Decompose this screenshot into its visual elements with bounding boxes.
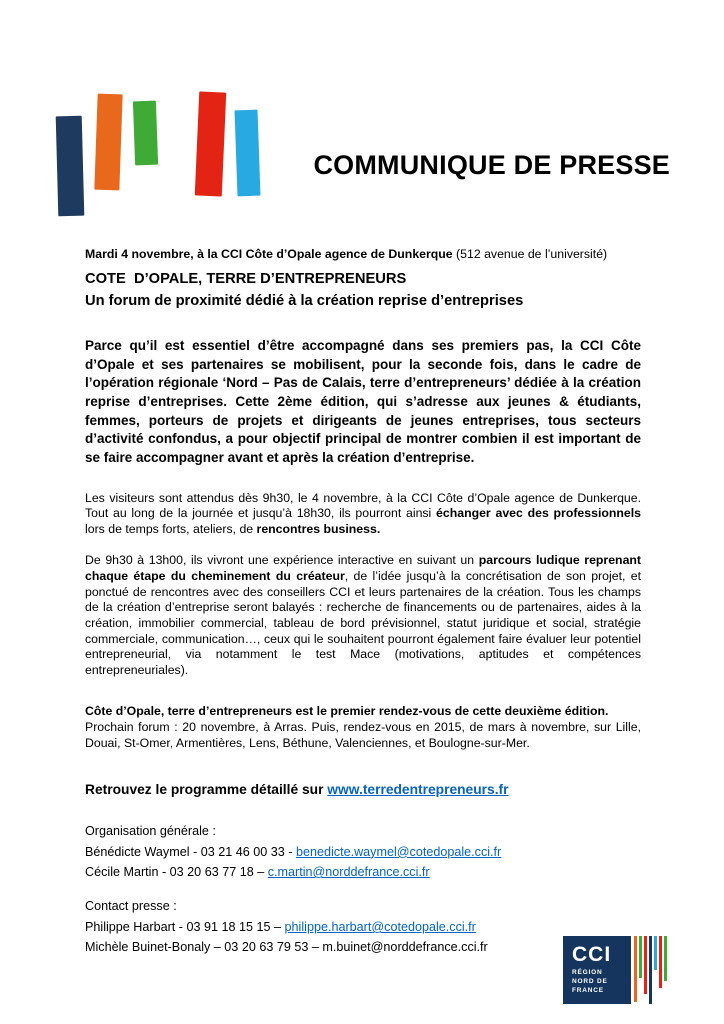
program-link[interactable]: www.terredentrepreneurs.fr [327,782,509,798]
program-line [85,782,641,797]
para3-text: Prochain forum : 20 novembre, à Arras. Puis, rendez-vous en 2015, de mars à novembre, sur Lille, Douai, St-Omer, Armentières, Lens, Béthune, Valenciennes, et Boulogne-sur-Mer. [85,719,641,750]
paragraph-next-forums [85,704,641,751]
cci-region-line3: FRANCE [572,986,604,994]
organisation-title: Organisation générale : [85,824,216,839]
logo-bar-orange-icon [94,94,122,191]
para1-text: Les visiteurs sont attendus dès 9h30, le 4 novembre, à la CCI Côte d’Opale agence de Dunkerque. Tout au long de la journée et jusqu’à 18h30, ils pourront ainsi [85,490,641,521]
press-contact-1-email-link[interactable]: philippe.harbart@cotedopale.cci.fr [284,919,476,934]
paragraph-visitors [85,491,641,538]
cci-region-line2: NORD DE [572,977,608,985]
cci-logo-acronym: CCI [572,943,612,966]
lead-paragraph: Parce qu’il est essentiel d’être accompagné dans ses premiers pas, la CCI Côte d’Opale et ses partenaires se mobilisent, pour la seconde fois, dans le cadre de l’opération régionale ‘Nord – Pas de Calais, terre d’entrepreneurs’ dédiée à la création reprise d’entreprises. Cette 2ème édition, qui s’adresse aux jeunes & étudiants, femmes, porteurs de projets et dirigeants de jeunes entreprises, tous secteurs d’activité confondus, a pour objectif principal de montrer combien il est important de se faire accompagner avant et après la création d’entreprise. [85,337,641,465]
press-contact-2: Michèle Buinet-Bonaly – 03 20 63 79 53 – m.buinet@norddefrance.cci.fr [85,940,488,955]
logo-bar-green-icon [133,101,158,166]
para1-bold-business: rencontres business. [256,521,381,536]
cci-logo-bars-icon [634,936,669,1004]
logo-bar-navy-icon [56,116,85,217]
program-prefix: Retrouvez le programme détaillé sur [85,782,328,798]
press-contact-1-text: Philippe Harbart - 03 91 18 15 15 – [85,919,285,934]
page-title: COMMUNIQUE DE PRESSE [313,150,670,180]
logo-bar-red-icon [195,91,227,196]
para3-bold: Côte d’Opale, terre d’entrepreneurs est le premier rendez-vous de cette deuxième édition. [85,704,609,719]
para2-text2: , de l’idée jusqu’à la concrétisation de son projet, et ponctué de rencontres avec des conseillers CCI et leurs partenaires de la création. Tous les champs de la création d’entreprise seront balayés : recherche de financements ou de partenaires, aides à la création, immobilier commercial, tableau de bord prévisionnel, statut juridique et social, stratégie commerciale, communication…, ceux qui le souhaitent pourront également faire évaluer leur potentiel entrepreneurial, via notamment le test Mace (motivations, aptitudes et compétences entrepreneuriales). [85,569,641,677]
para1-bold-exchange: échanger avec des professionnels [436,506,641,521]
event-date-bold: Mardi 4 novembre, à la CCI Côte d’Opale agence de Dunkerque [85,247,453,261]
organisation-contact-1-email-link[interactable]: benedicte.waymel@cotedopale.cci.fr [295,844,502,859]
terre-entrepreneurs-logo [55,88,267,223]
event-address: (512 avenue de l’université) [452,247,608,261]
para2-bold-parcours: parcours ludique reprenant chaque étape du cheminement du créateur [85,553,642,584]
para2-text: De 9h30 à 13h00, ils vivront une expérience interactive en suivant un [85,553,479,568]
organisation-contact-2 [85,862,641,882]
cci-logo-square [563,936,631,1004]
headline-line2: Un forum de proximité dédié à la création reprise d’entreprises [85,292,524,309]
paragraph-parcours [85,553,641,678]
organisation-contact-2-text: Cécile Martin - 03 20 63 77 18 – [85,865,268,880]
document-body [85,246,641,958]
organisation-contact-2-email-link[interactable]: c.martin@norddefrance.cci.fr [267,865,430,880]
cci-region-line1: RÉGION [572,969,603,976]
press-contact-title: Contact presse : [85,899,177,914]
headline-line1: COTE D’OPALE, TERRE D’ENTREPRENEURS [85,270,407,287]
event-date-line [85,246,641,263]
organisation-contact-1-text: Bénédicte Waymel - 03 21 46 00 33 - [85,844,296,859]
cci-logo-region-text [572,969,608,995]
logo-bar-cyan-icon [235,110,261,197]
press-contact-1 [85,917,641,937]
organisation-contact-1 [85,842,641,862]
cci-region-nord-de-france-logo [563,936,669,1004]
para1-text2: lors de temps forts, ateliers, de [85,521,257,536]
